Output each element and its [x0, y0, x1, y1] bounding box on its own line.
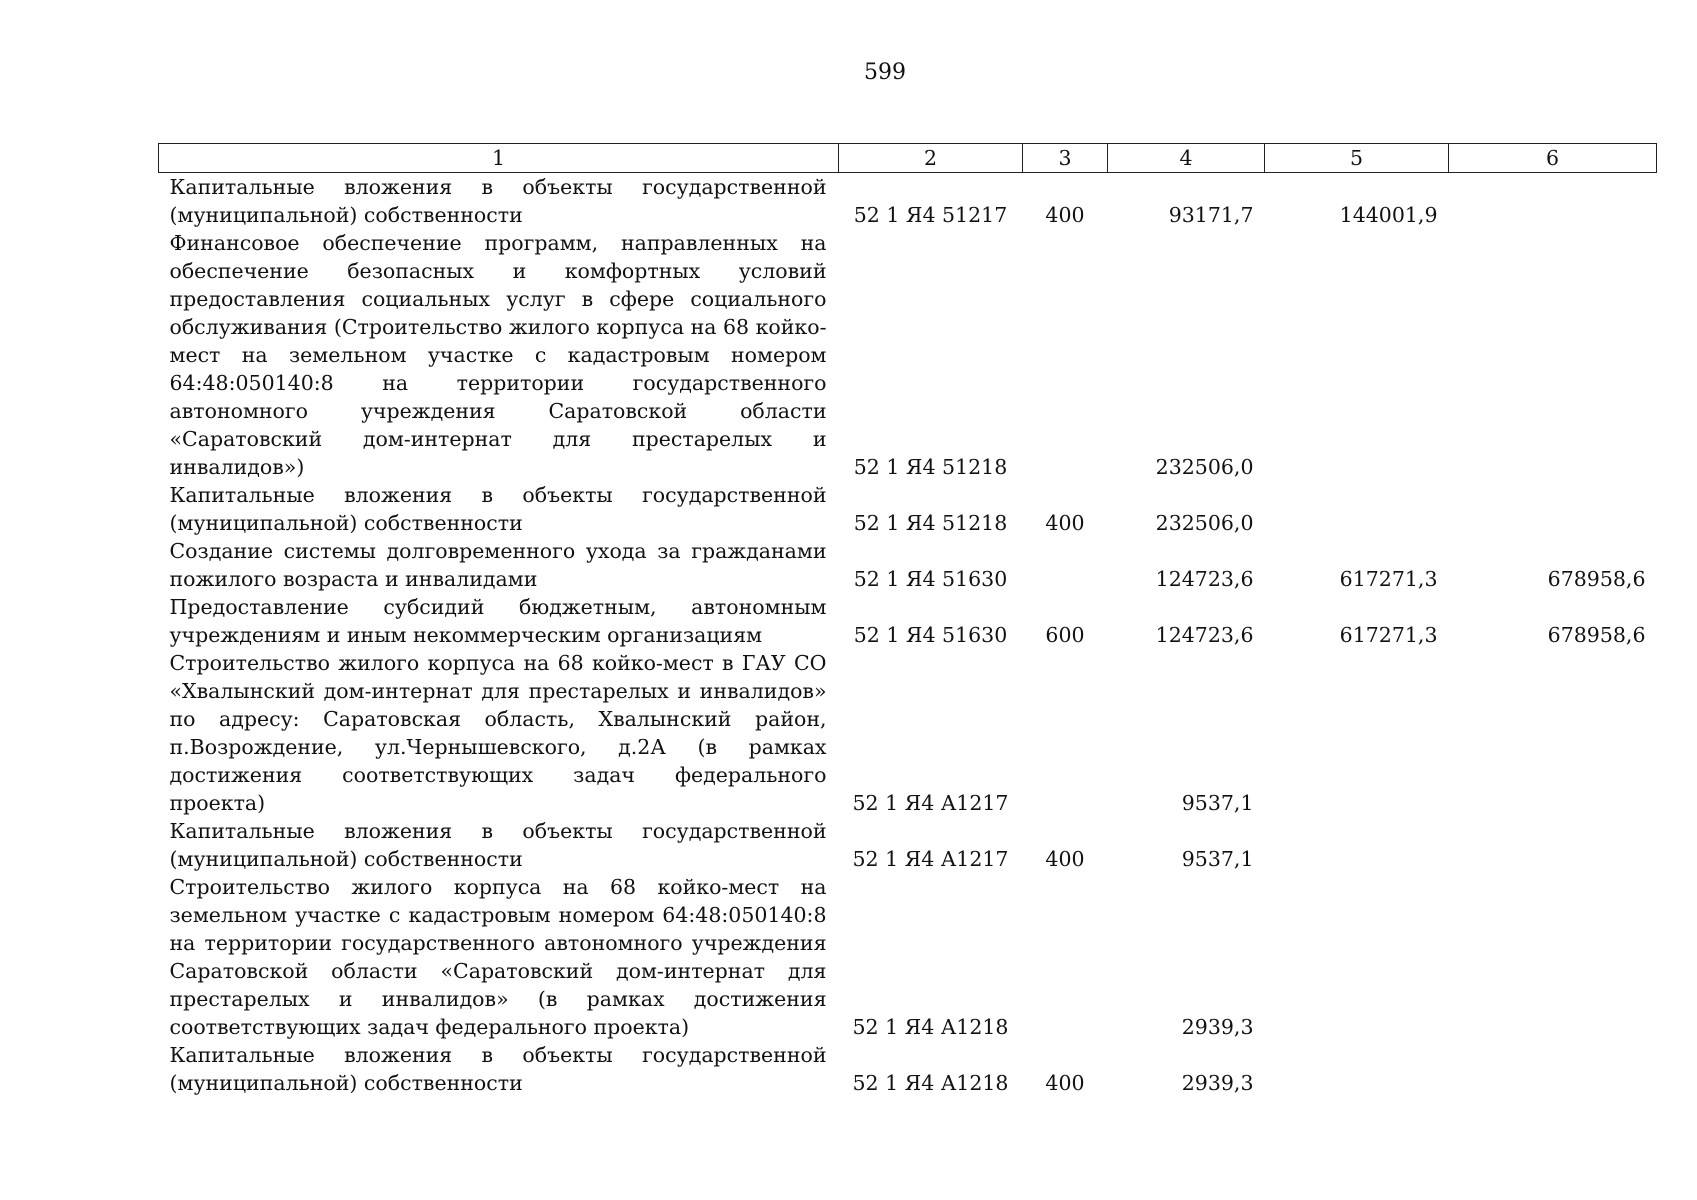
row-expense-type [1023, 229, 1108, 481]
row-value-col5: 617271,3 [1339, 623, 1438, 647]
row-value-col4: 232506,0 [1155, 455, 1254, 479]
row-expense-type: 600 [1045, 623, 1085, 647]
table-row [159, 537, 1657, 593]
row-expense-type [1023, 537, 1108, 593]
row-name: Предоставление субсидий бюджетным, автономным учреждениям и иным некоммерческим организациям [169, 595, 827, 647]
row-value-col6 [1449, 481, 1657, 537]
row-value-col5 [1265, 1041, 1449, 1097]
row-value-col5 [1265, 481, 1449, 537]
row-value-col6 [1449, 229, 1657, 481]
row-code: 52 1 Я4 51218 [853, 511, 1008, 535]
column-header-1: 1 [159, 144, 839, 173]
row-code: 52 1 Я4 51217 [853, 203, 1008, 227]
row-name: Строительство жилого корпуса на 68 койко-мест в ГАУ СО «Хвалынский дом-интернат для престарелых и инвалидов» по адресу: Саратовская область, Хвалынский район, п.Возрождение, ул.Чернышевского, д.2А (в рамках достижения соответствующих задач федерального проекта) [169, 651, 827, 815]
row-expense-type [1023, 873, 1108, 1041]
row-name: Капитальные вложения в объекты государственной (муниципальной) собственности [169, 819, 827, 871]
row-name: Капитальные вложения в объекты государственной (муниципальной) собственности [169, 483, 827, 535]
row-code: 52 1 Я4 51630 [853, 567, 1008, 591]
row-name: Строительство жилого корпуса на 68 койко-мест на земельном участке с кадастровым номером 64:48:050140:8 на территории государственного автономного учреждения Саратовской области «Саратовский дом-интернат для престарелых и инвалидов» (в рамках достижения соответствующих задач федерального проекта) [169, 875, 827, 1039]
table-row [159, 1041, 1657, 1097]
table-row [159, 873, 1657, 1041]
row-value-col5 [1265, 817, 1449, 873]
column-header-2: 2 [839, 144, 1023, 173]
row-value-col6 [1449, 817, 1657, 873]
row-value-col5 [1265, 873, 1449, 1041]
page-number: 599 [864, 60, 906, 85]
table-row [159, 593, 1657, 649]
row-value-col6 [1449, 1041, 1657, 1097]
table-row [159, 173, 1657, 230]
row-value-col6 [1449, 873, 1657, 1041]
row-value-col5 [1265, 649, 1449, 817]
row-value-col6 [1449, 649, 1657, 817]
table-row [159, 649, 1657, 817]
row-expense-type: 400 [1045, 1071, 1085, 1095]
row-expense-type: 400 [1045, 511, 1085, 535]
row-code: 52 1 Я4 А1218 [852, 1015, 1009, 1039]
row-value-col4: 232506,0 [1155, 511, 1254, 535]
row-name: Финансовое обеспечение программ, направленных на обеспечение безопасных и комфортных условий предоставления социальных услуг в сфере социального обслуживания (Строительство жилого корпуса на 68 койко-мест на земельном участке с кадастровым номером 64:48:050140:8 на территории государственного автономного учреждения Саратовской области «Саратовский дом-интернат для престарелых и инвалидов») [169, 231, 827, 479]
row-value-col6: 678958,6 [1547, 623, 1646, 647]
row-value-col4: 124723,6 [1155, 623, 1254, 647]
table-row [159, 481, 1657, 537]
row-value-col5 [1265, 229, 1449, 481]
row-code: 52 1 Я4 51218 [853, 455, 1008, 479]
column-header-5: 5 [1265, 144, 1449, 173]
row-code: 52 1 Я4 51630 [853, 623, 1008, 647]
column-header-6: 6 [1449, 144, 1657, 173]
table-header-row [159, 144, 1657, 173]
budget-table [158, 143, 1657, 1097]
row-name: Капитальные вложения в объекты государственной (муниципальной) собственности [169, 1043, 827, 1095]
row-value-col6: 678958,6 [1547, 567, 1646, 591]
row-name: Капитальные вложения в объекты государственной (муниципальной) собственности [169, 175, 827, 227]
row-value-col4: 2939,3 [1181, 1071, 1254, 1095]
row-expense-type: 400 [1045, 847, 1085, 871]
row-value-col5: 144001,9 [1339, 203, 1438, 227]
row-expense-type [1023, 649, 1108, 817]
row-value-col6 [1449, 173, 1657, 230]
table-row [159, 817, 1657, 873]
row-code: 52 1 Я4 А1218 [852, 1071, 1009, 1095]
row-value-col4: 124723,6 [1155, 567, 1254, 591]
row-expense-type: 400 [1045, 203, 1085, 227]
row-name: Создание системы долговременного ухода за гражданами пожилого возраста и инвалидами [169, 539, 827, 591]
row-value-col4: 9537,1 [1181, 847, 1254, 871]
row-code: 52 1 Я4 А1217 [852, 791, 1009, 815]
column-header-3: 3 [1023, 144, 1108, 173]
column-header-4: 4 [1108, 144, 1265, 173]
row-value-col4: 2939,3 [1181, 1015, 1254, 1039]
row-value-col4: 93171,7 [1168, 203, 1254, 227]
row-value-col5: 617271,3 [1339, 567, 1438, 591]
table-row [159, 229, 1657, 481]
row-value-col4: 9537,1 [1181, 791, 1254, 815]
row-code: 52 1 Я4 А1217 [852, 847, 1009, 871]
